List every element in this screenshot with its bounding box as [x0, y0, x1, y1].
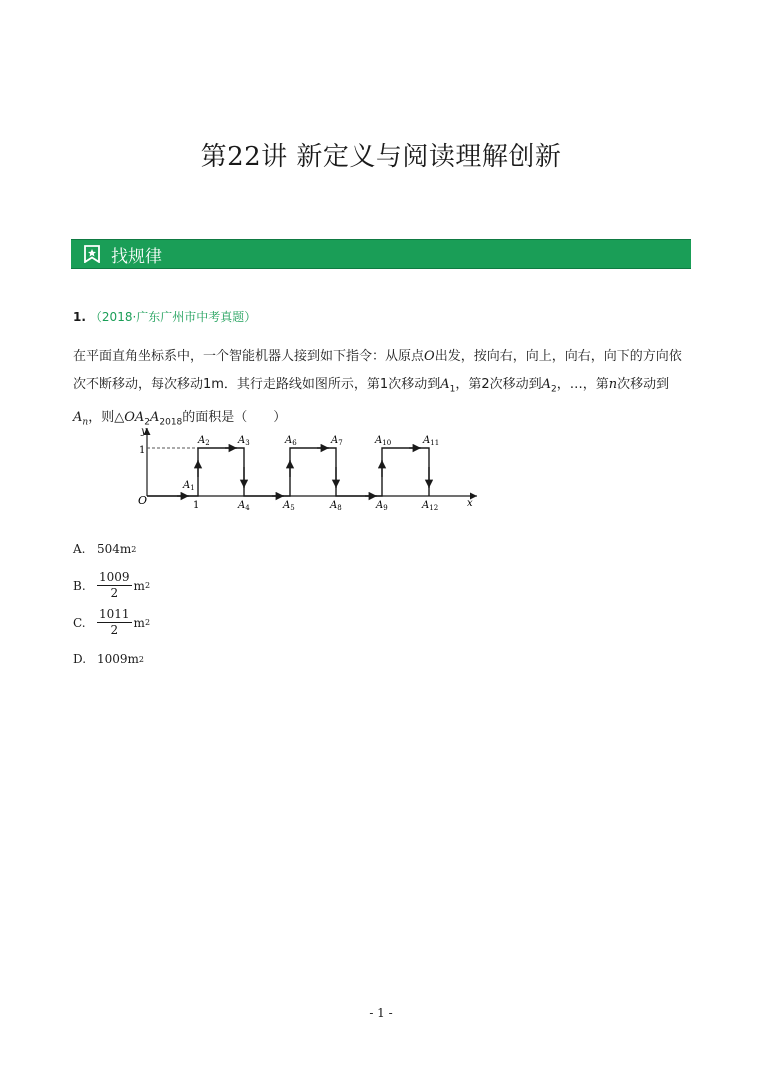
fraction: $\frac{1009}{2}$ — [99, 570, 130, 600]
label-A7: $A_7$ — [331, 435, 343, 447]
question-text: 在平面直角坐标系中，一个智能机器人接到如下指令：从原点O出发，按向右，向上，向右，向下的方向依次不断移动，每次移动1m．其行走路线如图所示，第1次移动到$A_1$，第2次移动到$A_2$，…，第n次移动到 $A_n$，则$\triangle OA_2A_{2018}$的面积是（ ） — [73, 349, 682, 428]
section-title: 找规律 — [111, 246, 162, 267]
option-b[interactable]: B. $\frac{1009}{2}$ m 2 — [73, 570, 151, 600]
label-A9: $A_9$ — [376, 500, 388, 512]
label-A8: $A_8$ — [330, 500, 342, 512]
label-A2: $A_2$ — [198, 435, 210, 447]
fraction: $\frac{1011}{2}$ — [99, 607, 130, 637]
label-A6: $A_6$ — [285, 435, 297, 447]
x-tick-1: 1 — [193, 500, 200, 511]
page-number: - 1 - — [369, 1006, 393, 1020]
option-a[interactable]: A. 504m 2 — [73, 542, 137, 556]
y-tick-1: 1 — [139, 445, 146, 456]
origin-label: O — [138, 494, 148, 507]
option-c[interactable]: C. $\frac{1011}{2}$ m 2 — [73, 607, 151, 637]
question-number: 1. — [73, 310, 86, 324]
x-axis-label: x — [467, 498, 473, 509]
label-A3: $A_3$ — [238, 435, 250, 447]
label-A1: $A_1$ — [183, 480, 195, 492]
y-axis-label: y — [141, 426, 147, 437]
robot-path-figure — [137, 422, 482, 514]
label-A12: $A_{12}$ — [422, 500, 439, 512]
label-A10: $A_{10}$ — [375, 435, 392, 447]
option-d[interactable]: D. 1009m 2 — [73, 652, 145, 666]
section-header — [71, 239, 691, 269]
bookmark-star-icon — [83, 245, 101, 263]
question-source: （2018·广东广州市中考真题） — [89, 310, 257, 324]
page-title: 第22讲 新定义与阅读理解创新 — [200, 142, 562, 172]
label-A5: $A_5$ — [283, 500, 295, 512]
label-A11: $A_{11}$ — [423, 435, 440, 447]
question-header — [73, 308, 256, 325]
label-A4: $A_4$ — [238, 500, 250, 512]
